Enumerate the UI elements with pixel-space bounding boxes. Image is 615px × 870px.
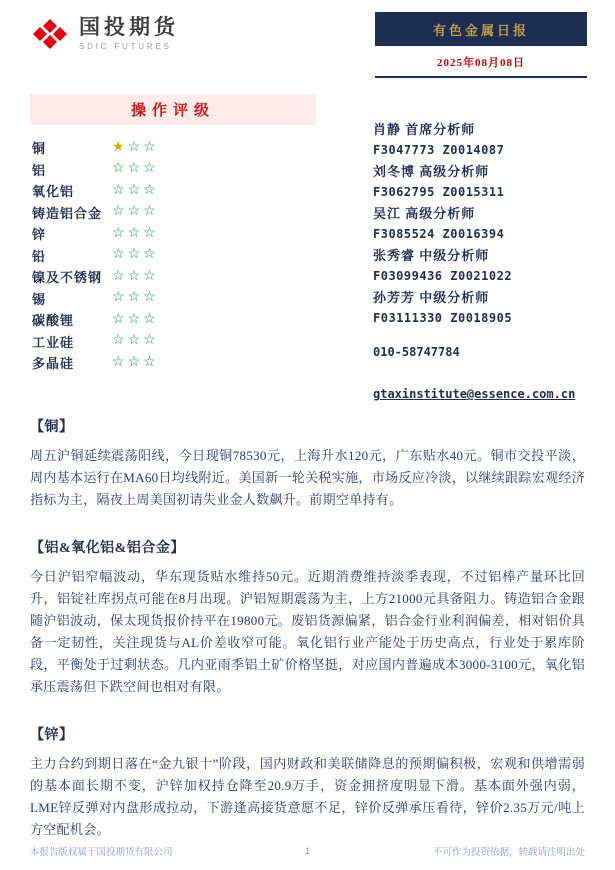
analyst-name-title: 肖静 首席分析师 [373,122,476,137]
star-empty-icon: ☆ [112,268,128,284]
ratings-panel [30,94,316,374]
metal-name: 铸造铝合金 [32,205,103,221]
report-title: 有色金属日报 [375,12,587,46]
star-empty-icon: ☆ [127,268,144,284]
star-rating [112,227,159,241]
header-right [375,12,587,78]
star-empty-icon: ☆ [127,247,144,263]
star-empty-icon: ☆ [127,290,144,306]
analyst-entry [373,120,587,160]
ratings-list [30,137,316,374]
rating-row [32,202,316,224]
analyst-entry [373,246,587,286]
star-rating [112,356,159,370]
star-rating [112,248,159,262]
report-section [30,416,585,511]
star-empty-icon: ☆ [112,247,128,263]
header [0,0,615,78]
rating-row [32,245,316,267]
star-empty-icon: ☆ [127,161,144,177]
rating-row [32,137,316,159]
ratings-title: 操作评级 [30,94,316,125]
star-rating [112,334,159,348]
star-empty-icon: ☆ [143,354,159,370]
rating-row [32,223,316,245]
footer-disclaimer: 不可作为投资依据，转载请注明出处 [432,847,585,858]
star-rating [112,291,159,305]
report-date: 2025年08月08日 [437,57,525,69]
report-sections [0,416,615,841]
header-divider [375,76,587,78]
star-rating [112,141,159,155]
star-empty-icon: ☆ [112,333,128,349]
rating-row [32,159,316,181]
metal-name: 铅 [32,248,47,264]
metal-name: 锡 [32,291,47,307]
section-heading: 【锌】 [30,728,74,743]
star-empty-icon: ☆ [127,182,144,198]
analyst-name-title: 张秀睿 中级分析师 [373,248,490,263]
star-empty-icon: ☆ [127,139,144,155]
brand-name-en: SDIC FUTURES [79,42,172,52]
analysts-panel [373,94,587,404]
analyst-entry [373,288,587,328]
star-empty-icon: ☆ [112,225,128,241]
star-empty-icon: ☆ [143,333,159,349]
star-rating [112,162,159,176]
brand-name-cn: 国投期货 [79,16,179,39]
star-empty-icon: ☆ [112,204,128,220]
analyst-name-title: 刘冬博 高级分析师 [373,164,490,179]
metal-name: 镍及不锈钢 [32,270,103,286]
star-filled-icon: ★ [112,139,128,155]
star-empty-icon: ☆ [112,182,128,198]
rating-row [32,180,316,202]
star-empty-icon: ☆ [112,290,128,306]
rating-row [32,266,316,288]
section-heading: 【铝&氧化铝&铝合金】 [30,541,185,556]
analyst-entry [373,204,587,244]
star-empty-icon: ☆ [143,290,159,306]
analyst-codes: F3085524 Z0016394 [373,227,505,241]
star-empty-icon: ☆ [112,354,128,370]
star-empty-icon: ☆ [127,311,144,327]
logo-text [79,16,179,51]
top-columns [0,78,615,404]
rating-row [32,331,316,353]
star-rating [112,184,159,198]
analyst-entries [373,120,587,328]
analyst-codes: F3062795 Z0015311 [373,185,505,199]
metal-name: 铜 [32,141,47,157]
star-empty-icon: ☆ [143,225,159,241]
section-body: 主力合约到期日落在“金九银十”阶段，国内财政和美联储降息的预期偏积极，宏观和供增需弱的基本面长期不变，沪锌加权持仓降至20.9万手，资金拥挤度明显下滑。基本面外强内弱，LME锌反弹对内盘形成拉动，下游逢高接货意愿不足，锌价反弹承压看待，锌价2.35万元/吨上方空配机会。 [30,756,585,837]
star-empty-icon: ☆ [143,268,159,284]
metal-name: 锌 [32,227,47,243]
star-empty-icon: ☆ [127,204,144,220]
analyst-codes: F03111330 Z0018905 [373,311,513,325]
star-empty-icon: ☆ [112,311,128,327]
metal-name: 碳酸锂 [32,313,75,329]
star-empty-icon: ☆ [143,311,159,327]
rating-row [32,309,316,331]
star-rating [112,270,159,284]
footer-page-number: 1 [304,845,311,857]
star-empty-icon: ☆ [143,247,159,263]
analyst-codes: F03099436 Z0021022 [373,269,513,283]
section-heading: 【铜】 [30,420,74,435]
star-empty-icon: ☆ [127,333,144,349]
metal-name: 多晶硅 [32,356,75,372]
contact-email-link[interactable]: gtaxinstitute@essence.com.cn [373,387,576,401]
analyst-name-title: 吴江 高级分析师 [373,206,476,221]
footer-copyright: 本报告版权属于国投期货有限公司 [30,847,173,858]
metal-name: 铝 [32,162,47,178]
analyst-codes: F3047773 Z0014087 [373,143,505,157]
rating-row [32,288,316,310]
analyst-name-title: 孙芳芳 中级分析师 [373,290,490,305]
contact-phone: 010-58747784 [373,345,460,359]
metal-name: 氧化铝 [32,184,75,200]
star-rating [112,313,159,327]
section-body: 周五沪铜延续震荡阳线，今日现铜78530元，上海升水120元，广东贴水40元。铜市交投平淡，周内基本运行在MA60日均线附近。美国新一轮关税实施，市场反应冷淡，以继续跟踪宏观经济指标为主，隔夜上周美国初请失业金人数飙升。前期空单持有。 [30,448,585,507]
star-empty-icon: ☆ [127,354,144,370]
rating-row [32,352,316,374]
footer [30,844,585,858]
star-empty-icon: ☆ [143,182,159,198]
report-section [30,537,585,698]
star-empty-icon: ☆ [143,204,159,220]
star-empty-icon: ☆ [143,161,159,177]
report-section [30,724,585,841]
sdic-logo-icon [30,19,70,49]
star-empty-icon: ☆ [127,225,144,241]
analyst-entry [373,162,587,202]
section-body: 今日沪铝窄幅波动，华东现货贴水维持50元。近期消费维持淡季表现，不过铝棒产量环比回升，铝锭社库拐点可能在8月出现。沪铝短期震荡为主，上方21000元具备阻力。铸造铝合金跟随沪铝波动，保太现货报价持平在19800元。废铝货源偏紧，铝合金行业利润偏差，相对铝价具备一定韧性，关注现货与AL价差收窄可能。氧化铝行业产能处于历史高点，行业处于累库阶段，平衡处于过剩状态。几内亚雨季铝土矿价格坚挺，对应国内普遍成本3000-3100元，氧化铝承压震荡但下跌空间也相对有限。 [30,569,585,694]
star-empty-icon: ☆ [143,139,159,155]
star-rating [112,205,159,219]
logo [30,12,179,51]
star-empty-icon: ☆ [112,161,128,177]
metal-name: 工业硅 [32,334,75,350]
